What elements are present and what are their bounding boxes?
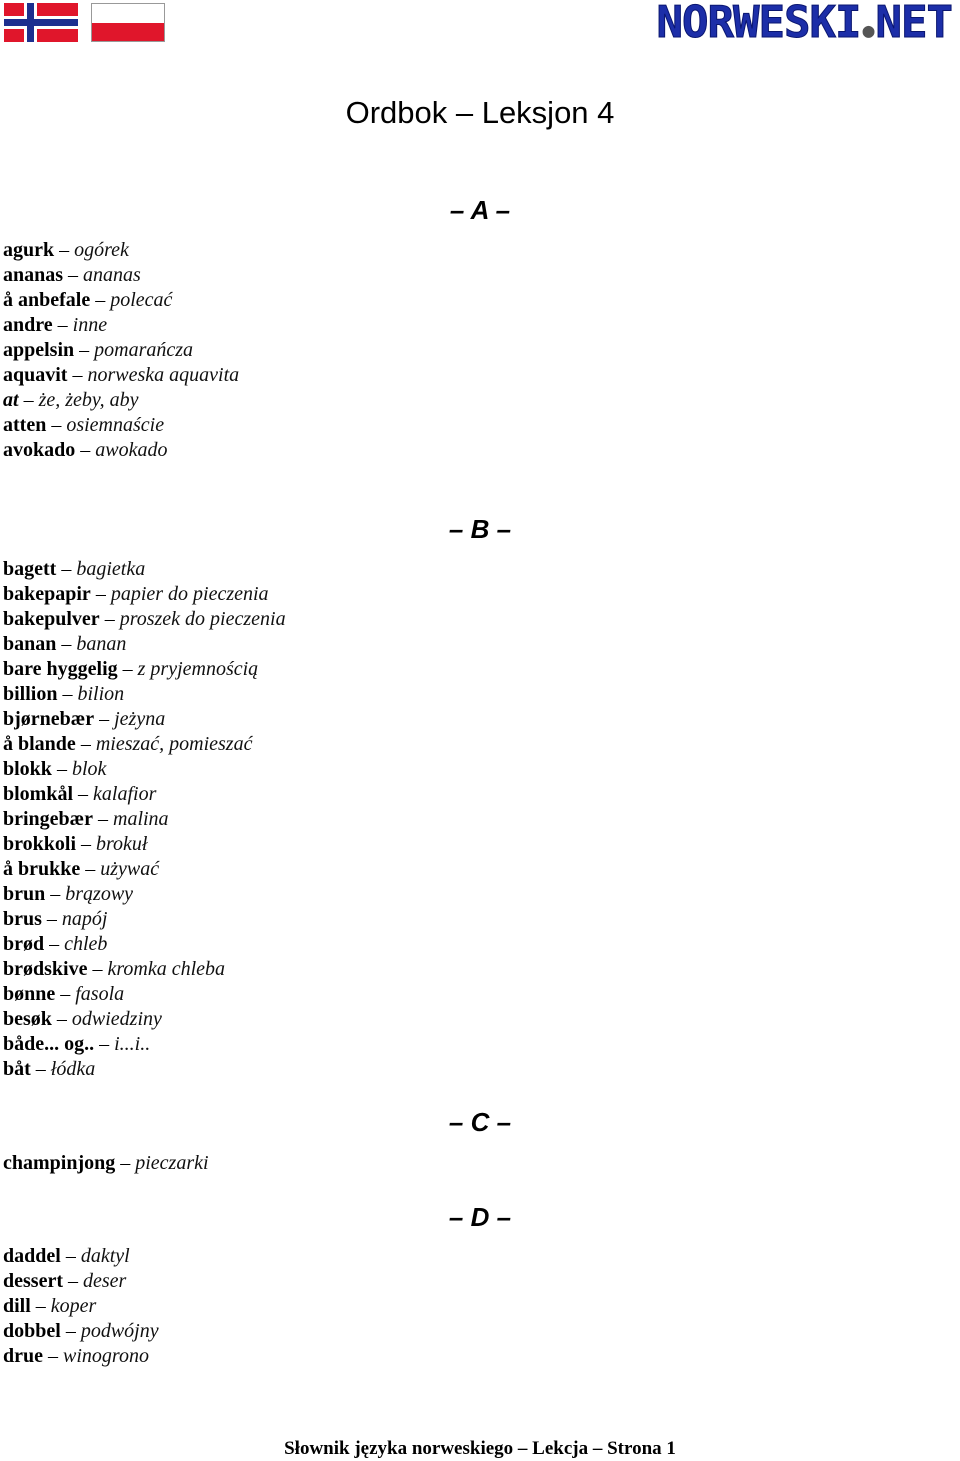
norwegian-word: banan xyxy=(3,633,57,655)
norwegian-word: brus xyxy=(3,908,42,930)
site-logo[interactable] xyxy=(657,0,952,48)
dictionary-entry xyxy=(3,782,286,807)
norwegian-word: brun xyxy=(3,883,46,905)
logo-dot-icon: ● xyxy=(862,18,874,42)
norwegian-word: aquavit xyxy=(3,364,68,386)
norwegian-word: brød xyxy=(3,933,45,955)
dictionary-entry xyxy=(3,1269,159,1294)
entry-dash: – xyxy=(51,758,72,780)
dictionary-entry xyxy=(3,413,239,438)
entry-dash: – xyxy=(62,1270,83,1292)
dictionary-entry xyxy=(3,1151,209,1176)
polish-translation: norweska aquavita xyxy=(87,364,240,386)
polish-translation: fasola xyxy=(75,983,125,1005)
dictionary-entry xyxy=(3,388,239,413)
dictionary-entry xyxy=(3,1319,159,1344)
entry-dash: – xyxy=(30,1058,51,1080)
polish-translation: deser xyxy=(82,1270,127,1292)
entry-dash: – xyxy=(74,339,95,361)
norwegian-word: å brukke xyxy=(3,858,81,880)
dictionary-entry xyxy=(3,313,239,338)
norwegian-word: bringebær xyxy=(3,808,93,830)
entry-dash: – xyxy=(56,633,77,655)
entry-dash: – xyxy=(90,289,111,311)
polish-translation: że, żeby, aby xyxy=(38,389,139,411)
dictionary-entry xyxy=(3,1032,286,1057)
dictionary-entry xyxy=(3,607,286,632)
polish-translation: papier do pieczenia xyxy=(110,583,269,605)
norway-flag-icon xyxy=(4,3,78,42)
norwegian-word: blokk xyxy=(3,758,52,780)
entry-dash: – xyxy=(99,608,120,630)
dictionary-entry xyxy=(3,882,286,907)
entry-dash: – xyxy=(67,364,88,386)
polish-translation: awokado xyxy=(95,439,168,461)
entry-dash: – xyxy=(93,808,113,830)
section-heading-a: – A – xyxy=(449,195,511,225)
dictionary-entry xyxy=(3,582,286,607)
norwegian-word: at xyxy=(3,389,19,411)
entry-dash: – xyxy=(87,958,108,980)
entry-dash: – xyxy=(45,883,66,905)
dictionary-entry xyxy=(3,957,286,982)
polish-translation: kalafior xyxy=(93,783,157,805)
entry-dash: – xyxy=(56,558,77,580)
entry-list-d xyxy=(3,1244,159,1369)
section-heading-d: – D – xyxy=(448,1202,512,1232)
norwegian-word: bakepapir xyxy=(3,583,91,605)
dictionary-entry xyxy=(3,732,286,757)
entry-dash: – xyxy=(75,733,96,755)
polish-translation: brokuł xyxy=(96,833,148,855)
dictionary-entry xyxy=(3,807,286,832)
polish-translation: banan xyxy=(76,633,127,655)
norwegian-word: drue xyxy=(3,1345,43,1367)
norwegian-word: bakepulver xyxy=(3,608,100,630)
dictionary-entry xyxy=(3,982,286,1007)
entry-dash: – xyxy=(57,683,78,705)
dictionary-entry xyxy=(3,1057,286,1082)
polish-translation: daktyl xyxy=(80,1245,130,1267)
entry-dash: – xyxy=(76,833,96,855)
dictionary-entry xyxy=(3,757,286,782)
entry-dash: – xyxy=(44,933,65,955)
norwegian-word: brokkoli xyxy=(3,833,76,855)
dictionary-entry xyxy=(3,632,286,657)
dictionary-entry xyxy=(3,682,286,707)
norwegian-word: appelsin xyxy=(3,339,75,361)
norwegian-word: daddel xyxy=(3,1245,61,1267)
entry-list-c xyxy=(3,1151,209,1176)
norwegian-word: dessert xyxy=(3,1270,63,1292)
polish-translation: ogórek xyxy=(74,239,129,261)
norwegian-word: avokado xyxy=(3,439,76,461)
norwegian-word: andre xyxy=(3,314,53,336)
polish-translation: bilion xyxy=(77,683,125,705)
dictionary-entry xyxy=(3,363,239,388)
norwegian-word: agurk xyxy=(3,239,55,261)
dictionary-entry xyxy=(3,557,286,582)
norwegian-word: bjørnebær xyxy=(3,708,95,730)
entry-dash: – xyxy=(73,783,94,805)
dictionary-entry xyxy=(3,832,286,857)
dictionary-entry xyxy=(3,1007,286,1032)
norwegian-word: å blande xyxy=(3,733,76,755)
norwegian-word: blomkål xyxy=(3,783,74,805)
logo-tld-text: NET xyxy=(875,0,952,48)
entry-dash: – xyxy=(60,1245,81,1267)
norwegian-word: besøk xyxy=(3,1008,52,1030)
polish-translation: łódka xyxy=(50,1058,96,1080)
polish-translation: ananas xyxy=(83,264,141,286)
dictionary-entry xyxy=(3,857,286,882)
polish-translation: używać xyxy=(100,858,160,880)
polish-translation: blok xyxy=(71,758,107,780)
dictionary-entry xyxy=(3,263,239,288)
page-footer: Słownik języka norweskiego – Lekcja – Strona 1 xyxy=(284,1438,676,1459)
entry-dash: – xyxy=(94,1033,115,1055)
polish-translation: polecać xyxy=(110,289,173,311)
entry-dash: – xyxy=(43,1345,63,1367)
norwegian-word: atten xyxy=(3,414,47,436)
norwegian-word: både... og.. xyxy=(3,1033,95,1055)
polish-translation: brązowy xyxy=(65,883,134,905)
logo-main-text: NORWESKI xyxy=(656,0,861,48)
norwegian-word: å anbefale xyxy=(3,289,91,311)
entry-list-a xyxy=(3,238,239,463)
entry-list-b xyxy=(3,557,286,1082)
norwegian-word: bagett xyxy=(3,558,57,580)
norwegian-word: champinjong xyxy=(3,1152,116,1174)
dictionary-entry xyxy=(3,338,239,363)
entry-dash: – xyxy=(55,983,76,1005)
entry-dash: – xyxy=(46,414,67,436)
entry-dash: – xyxy=(41,908,62,930)
norwegian-word: dobbel xyxy=(3,1320,61,1342)
dictionary-entry xyxy=(3,707,286,732)
polish-translation: chleb xyxy=(64,933,108,955)
entry-dash: – xyxy=(75,439,96,461)
entry-dash: – xyxy=(94,708,115,730)
page-title: Ordbok – Leksjon 4 xyxy=(345,95,615,130)
norwegian-word: båt xyxy=(3,1058,31,1080)
dictionary-entry xyxy=(3,288,239,313)
norwegian-word: bønne xyxy=(3,983,56,1005)
entry-dash: – xyxy=(117,658,138,680)
polish-translation: malina xyxy=(113,808,169,830)
polish-translation: winogrono xyxy=(63,1345,149,1367)
page-header xyxy=(0,0,960,50)
entry-dash: – xyxy=(115,1152,136,1174)
entry-dash: – xyxy=(18,389,39,411)
norwegian-word: brødskive xyxy=(3,958,88,980)
poland-flag-icon xyxy=(91,3,165,42)
entry-dash: – xyxy=(60,1320,81,1342)
section-heading-b: – B – xyxy=(448,514,512,544)
dictionary-entry xyxy=(3,1244,159,1269)
polish-translation: pieczarki xyxy=(135,1152,209,1174)
norwegian-word: billion xyxy=(3,683,58,705)
polish-translation: mieszać, pomieszać xyxy=(95,733,253,755)
dictionary-entry xyxy=(3,932,286,957)
entry-dash: – xyxy=(90,583,111,605)
norwegian-word: bare hyggelig xyxy=(3,658,118,680)
entry-dash: – xyxy=(54,239,75,261)
entry-dash: – xyxy=(52,314,73,336)
polish-translation: proszek do pieczenia xyxy=(119,608,286,630)
polish-translation: napój xyxy=(61,908,108,930)
polish-translation: podwójny xyxy=(80,1320,159,1342)
dictionary-entry xyxy=(3,438,239,463)
polish-translation: i...i.. xyxy=(114,1033,151,1055)
polish-translation: kromka chleba xyxy=(107,958,226,980)
dictionary-entry xyxy=(3,238,239,263)
polish-translation: jeżyna xyxy=(114,708,166,730)
polish-translation: inne xyxy=(72,314,108,336)
polish-translation: odwiedziny xyxy=(71,1008,162,1030)
dictionary-entry xyxy=(3,1344,159,1369)
norwegian-word: ananas xyxy=(3,264,64,286)
section-heading-c: – C – xyxy=(448,1107,512,1137)
entry-dash: – xyxy=(30,1295,51,1317)
polish-translation: bagietka xyxy=(76,558,146,580)
dictionary-entry xyxy=(3,907,286,932)
polish-translation: z pryjemnością xyxy=(137,658,259,680)
dictionary-entry xyxy=(3,657,286,682)
entry-dash: – xyxy=(51,1008,72,1030)
entry-dash: – xyxy=(80,858,101,880)
norwegian-word: dill xyxy=(3,1295,31,1317)
polish-translation: koper xyxy=(50,1295,97,1317)
dictionary-entry xyxy=(3,1294,159,1319)
polish-translation: osiemnaście xyxy=(66,414,165,436)
entry-dash: – xyxy=(63,264,84,286)
polish-translation: pomarańcza xyxy=(94,339,194,361)
